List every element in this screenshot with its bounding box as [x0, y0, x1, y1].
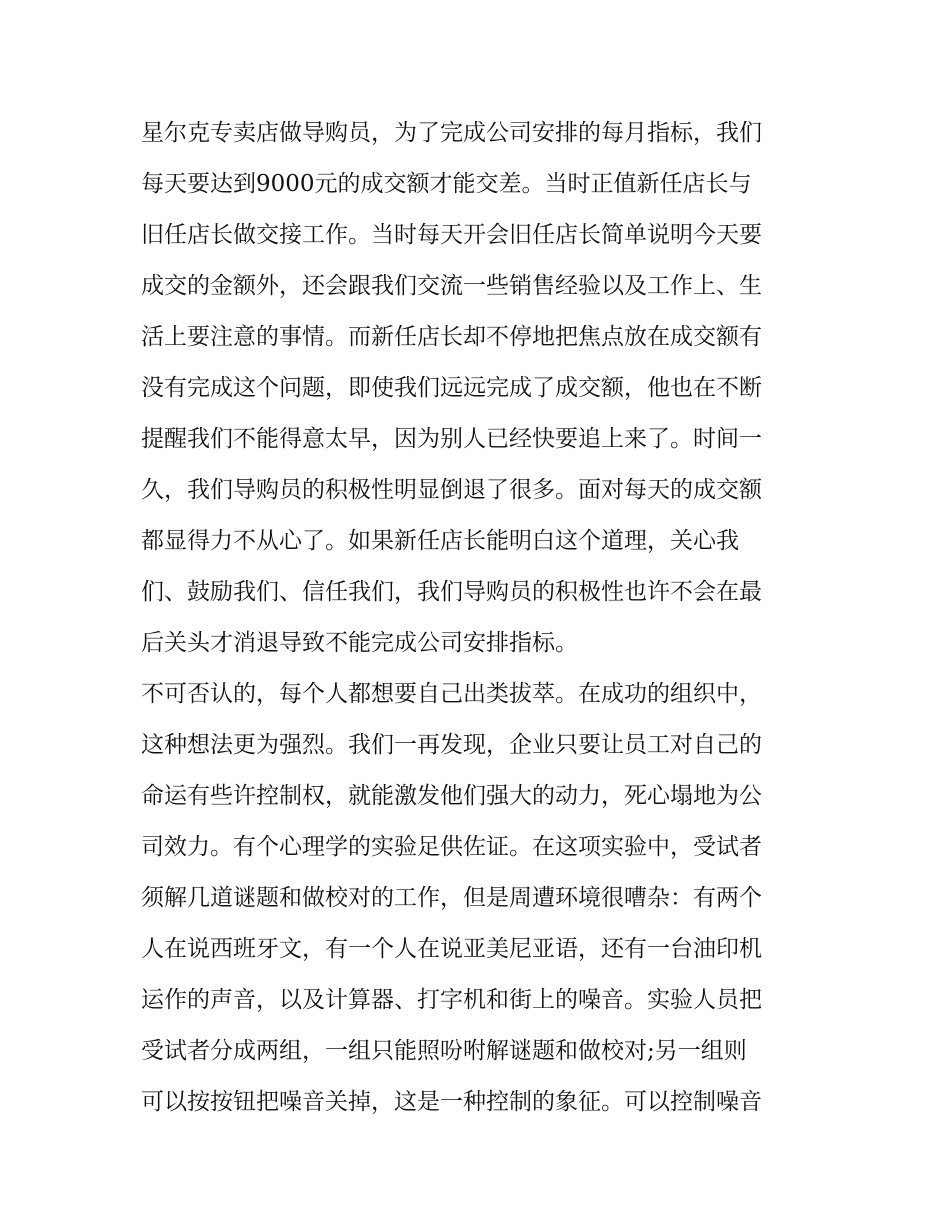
text-line: 都显得力不从心了。如果新任店长能明白这个道理，关心我: [141, 528, 739, 554]
text-line: 人在说西班牙文，有一个人在说亚美尼亚语，还有一台油印机: [141, 936, 762, 962]
text-line: 这种想法更为强烈。我们一再发现，企业只要让员工对自己的: [141, 732, 762, 758]
text-line: 须解几道谜题和做校对的工作，但是周遭环境很嘈杂：有两个: [141, 885, 762, 911]
text-line: 受试者分成两组，一组只能照吩咐解谜题和做校对;另一组则: [141, 1038, 747, 1064]
text-line: 没有完成这个问题，即使我们远远完成了成交额，他也在不断: [141, 375, 762, 401]
text-line: 运作的声音，以及计算器、打字机和街上的噪音。实验人员把: [141, 987, 762, 1013]
text-line: 活上要注意的事情。而新任店长却不停地把焦点放在成交额有: [141, 324, 762, 350]
text-line: 们、鼓励我们、信任我们，我们导购员的积极性也许不会在最: [141, 579, 762, 605]
text-line: 久，我们导购员的积极性明显倒退了很多。面对每天的成交额: [141, 477, 762, 503]
text-line: 不可否认的，每个人都想要自己出类拔萃。在成功的组织中，: [141, 681, 762, 707]
body-text: [141, 108, 821, 1128]
text-line: 命运有些许控制权，就能激发他们强大的动力，死心塌地为公: [141, 783, 762, 809]
text-line: 可以按按钮把噪音关掉，这是一种控制的象征。可以控制噪音: [141, 1089, 762, 1115]
text-line: 司效力。有个心理学的实验足供佐证。在这项实验中，受试者: [141, 834, 762, 860]
text-line: 后关头才消退导致不能完成公司安排指标。: [141, 630, 578, 656]
text-line: 提醒我们不能得意太早，因为别人已经快要追上来了。时间一: [141, 426, 762, 452]
text-line: 旧任店长做交接工作。当时每天开会旧任店长简单说明今天要: [141, 222, 762, 248]
text-line: 星尔克专卖店做导购员，为了完成公司安排的每月指标，我们: [141, 120, 762, 146]
text-line: 每天要达到9000元的成交额才能交差。当时正值新任店长与: [141, 171, 752, 197]
text-line: 成交的金额外，还会跟我们交流一些销售经验以及工作上、生: [141, 273, 762, 299]
